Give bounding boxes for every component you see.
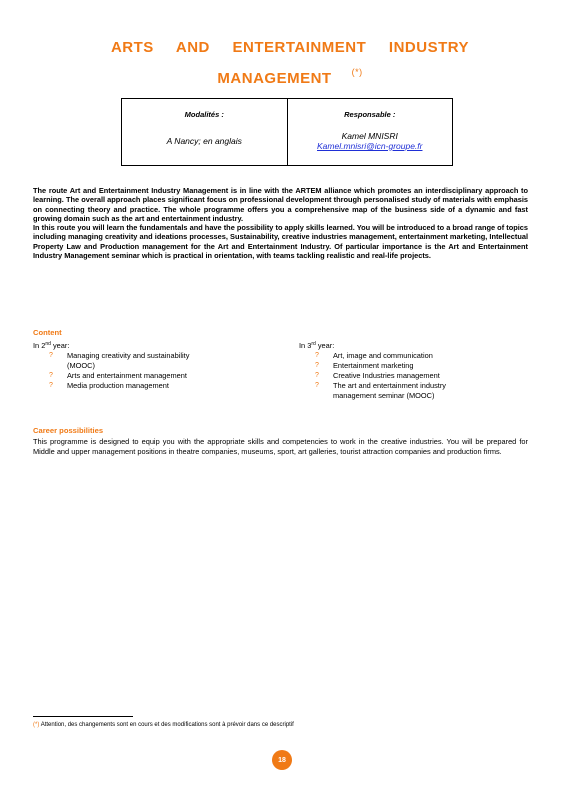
list-item bbox=[49, 381, 283, 391]
bullet-icon: ? bbox=[315, 372, 319, 379]
intro-text bbox=[33, 186, 528, 260]
responsible-cell bbox=[287, 99, 453, 165]
bullet-icon: ? bbox=[315, 382, 319, 389]
career-heading: Career possibilities bbox=[33, 426, 104, 435]
list-item-text: Managing creativity and sustainability (MOOC) bbox=[67, 351, 190, 370]
year2-sup: nd bbox=[45, 341, 51, 347]
list-item-text: Arts and entertainment management bbox=[67, 371, 187, 380]
year3-sup: rd bbox=[311, 341, 316, 347]
footnote bbox=[33, 722, 294, 728]
bullet-icon: ? bbox=[49, 352, 53, 359]
list-item bbox=[49, 351, 217, 371]
list-item-text: Art, image and communication bbox=[333, 351, 433, 360]
footnote-divider bbox=[33, 716, 133, 717]
responsible-label: Responsable : bbox=[344, 110, 396, 119]
list-item bbox=[315, 351, 519, 361]
list-item-text: Entertainment marketing bbox=[333, 361, 414, 370]
responsible-info bbox=[288, 131, 453, 151]
year2-suffix: year: bbox=[52, 341, 70, 350]
year2-prefix: In 2 bbox=[33, 341, 46, 350]
list-item-text: Creative Industries management bbox=[333, 371, 440, 380]
modalities-label: Modalités : bbox=[184, 110, 224, 119]
title-line-1: ARTS AND ENTERTAINMENT INDUSTRY bbox=[110, 39, 470, 56]
responsible-email-link[interactable]: Kamel.mnisri@icn-groupe.fr bbox=[317, 141, 423, 151]
year3-list bbox=[299, 351, 519, 401]
year2-column bbox=[33, 339, 283, 391]
list-item-text: The art and entertainment industry management seminar (MOOC) bbox=[333, 381, 446, 400]
bullet-icon: ? bbox=[315, 362, 319, 369]
title-note-mark: (*) bbox=[351, 67, 363, 77]
responsible-name: Kamel MNISRI bbox=[341, 131, 398, 141]
year3-suffix: year: bbox=[317, 341, 335, 350]
bullet-icon: ? bbox=[49, 382, 53, 389]
document-title bbox=[60, 36, 520, 91]
footnote-mark: (*) bbox=[33, 722, 40, 728]
modalities-cell bbox=[122, 99, 287, 165]
year3-heading bbox=[299, 339, 519, 351]
modalities-value: A Nancy; en anglais bbox=[166, 136, 242, 146]
intro-paragraph-2: In this route you will learn the fundamentals and have the possibility to apply skills learned. You will be introduced to a broad range of topics including managing creativity and ideations processes, Sustainability, creative industries management, entertainment marketing, Intellectual Property Law and Production management for the Art and Entertainment Industry. Of particular importance is the Art and Entertainment Industry Management seminar which is practical in orientation, with teams tackling realistic and real-life projects. bbox=[33, 223, 528, 261]
list-item bbox=[315, 381, 483, 401]
year3-column bbox=[299, 339, 519, 401]
content-heading: Content bbox=[33, 328, 62, 337]
list-item-text: Media production management bbox=[67, 381, 169, 390]
year3-prefix: In 3 bbox=[299, 341, 312, 350]
list-item bbox=[315, 361, 519, 371]
bullet-icon: ? bbox=[49, 372, 53, 379]
info-box bbox=[121, 98, 453, 166]
list-item bbox=[315, 371, 519, 381]
title-line-2-text: MANAGEMENT bbox=[217, 70, 332, 87]
list-item bbox=[49, 371, 283, 381]
career-text: This programme is designed to equip you with the appropriate skills and competencies to work in the creative industries. You will be prepared for Middle and upper management positions in theatre companies, museums, sport, art galleries, tourist attraction companies and production firms. bbox=[33, 437, 528, 456]
bullet-icon: ? bbox=[315, 352, 319, 359]
page-number-badge bbox=[272, 750, 292, 770]
year2-heading bbox=[33, 339, 283, 351]
footnote-text: Attention, des changements sont en cours et des modifications sont à prévoir dans ce descriptif bbox=[40, 722, 294, 728]
title-line-2 bbox=[60, 60, 520, 91]
page-number: 18 bbox=[278, 756, 286, 764]
year2-list bbox=[33, 351, 283, 391]
intro-paragraph-1: The route Art and Entertainment Industry Management is in line with the ARTEM alliance which promotes an interdisciplinary approach to learning. The overall approach places significant focus on professional development through personalised study of materials with emphasis on connecting theory and practice. The whole programme offers you a comprehensive map of the business side of a dynamic and fast growing domain such as the art and entertainment industry. bbox=[33, 186, 528, 223]
